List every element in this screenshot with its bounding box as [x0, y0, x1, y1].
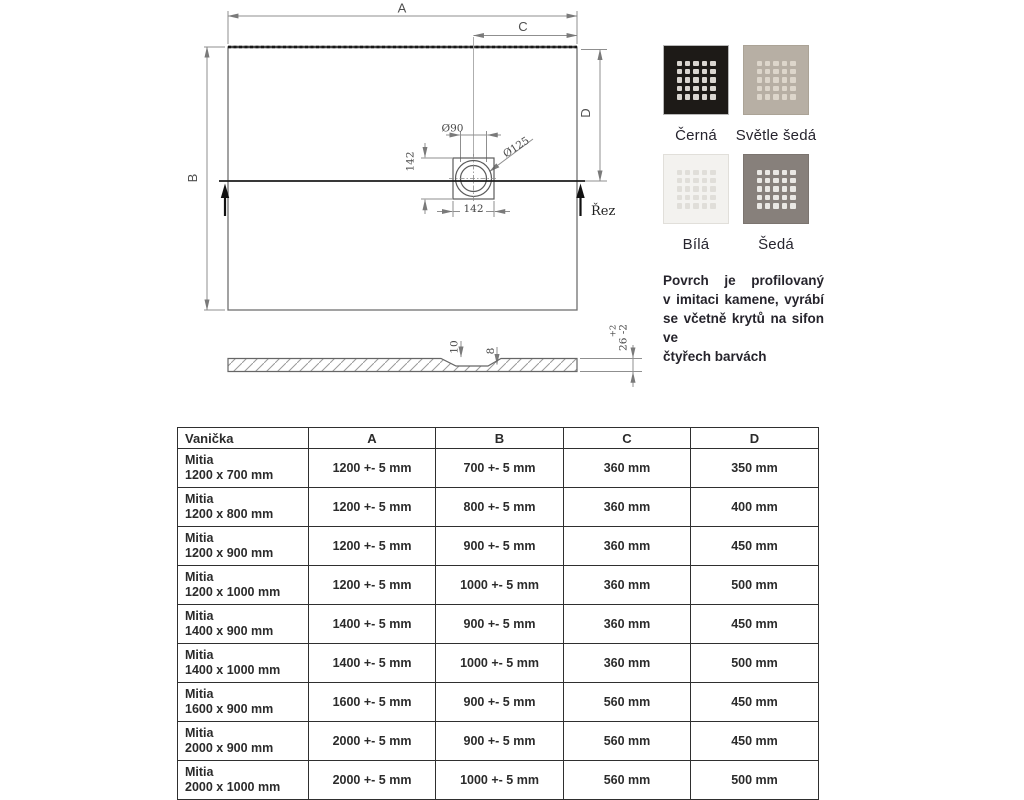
dim-142-vertical: 142 [404, 151, 417, 172]
swatch-label-svetle-seda: Světle šedá [735, 127, 817, 144]
note-line: čtyřech barvách [663, 349, 767, 364]
dim-thickness: 26 -2 [617, 324, 630, 351]
swatch-seda [743, 154, 809, 224]
table-row [178, 566, 819, 605]
dimension-cell: 1200 +- 5 mm [309, 449, 436, 488]
dimension-cell: 360 mm [564, 644, 691, 683]
dimension-cell: 360 mm [564, 605, 691, 644]
table-header-row [178, 428, 819, 449]
table-row [178, 488, 819, 527]
drain-grid-icon [757, 170, 796, 209]
dimension-cell: 560 mm [564, 683, 691, 722]
table-row [178, 605, 819, 644]
dimension-cell: 1000 +- 5 mm [436, 761, 564, 800]
dim-edge-depth: 8 [485, 347, 497, 355]
dim-142-horizontal: 142 [463, 203, 484, 215]
swatch-cerna [663, 45, 729, 115]
swatch-bila [663, 154, 729, 224]
dimension-cell: 1200 +- 5 mm [309, 527, 436, 566]
model-cell: Mitia 1600 x 900 mm [178, 683, 309, 722]
table-row [178, 683, 819, 722]
dimension-cell: 400 mm [691, 488, 819, 527]
finish-bila [662, 154, 730, 254]
dimension-cell: 450 mm [691, 683, 819, 722]
table-row [178, 722, 819, 761]
finish-cerna [662, 45, 730, 145]
swatch-label-seda: Šedá [758, 236, 794, 253]
dim-thickness-tolerance: +2 [608, 324, 619, 338]
dimension-cell: 1200 +- 5 mm [309, 488, 436, 527]
dimension-cell: 360 mm [564, 527, 691, 566]
model-cell: Mitia 1400 x 900 mm [178, 605, 309, 644]
drain-grid-icon [757, 61, 796, 100]
size-table-body [178, 449, 819, 800]
dimension-cell: 1000 +- 5 mm [436, 644, 564, 683]
technical-drawing [0, 0, 660, 410]
model-cell: Mitia 1200 x 700 mm [178, 449, 309, 488]
dimension-cell: 1400 +- 5 mm [309, 605, 436, 644]
dim-recess-depth: 10 [448, 340, 461, 354]
dimension-cell: 2000 +- 5 mm [309, 761, 436, 800]
dim-label-c: C [518, 19, 528, 34]
header-vanicka: Vanička [178, 428, 309, 449]
dimension-cell: 360 mm [564, 488, 691, 527]
dimension-cell: 900 +- 5 mm [436, 722, 564, 761]
tray-section-view [228, 359, 577, 372]
header-b: B [436, 428, 564, 449]
surface-note [663, 271, 824, 366]
dimension-cell: 450 mm [691, 722, 819, 761]
dimension-cell: 1000 +- 5 mm [436, 566, 564, 605]
dim-label-d: D [578, 108, 593, 118]
dimension-cell: 1600 +- 5 mm [309, 683, 436, 722]
dimension-cell: 450 mm [691, 527, 819, 566]
table-row [178, 644, 819, 683]
dimension-cell: 900 +- 5 mm [436, 527, 564, 566]
dimension-cell: 500 mm [691, 644, 819, 683]
finish-seda [742, 154, 810, 254]
dimension-cell: 900 +- 5 mm [436, 683, 564, 722]
dimension-cell: 560 mm [564, 722, 691, 761]
model-cell: Mitia 1200 x 800 mm [178, 488, 309, 527]
model-cell: Mitia 2000 x 1000 mm [178, 761, 309, 800]
table-row [178, 527, 819, 566]
dimension-cell: 360 mm [564, 566, 691, 605]
finish-svetle-seda [735, 45, 817, 145]
note-line: se včetně krytů na sifon ve [663, 311, 824, 345]
dimension-cell: 2000 +- 5 mm [309, 722, 436, 761]
dim-drain-inner: Ø90 [441, 122, 464, 135]
drain-grid-icon [677, 61, 716, 100]
dimension-cell: 450 mm [691, 605, 819, 644]
model-cell: Mitia 1200 x 900 mm [178, 527, 309, 566]
header-c: C [564, 428, 691, 449]
model-cell: Mitia 2000 x 900 mm [178, 722, 309, 761]
header-a: A [309, 428, 436, 449]
dimension-cell: 560 mm [564, 761, 691, 800]
dimension-cell: 800 +- 5 mm [436, 488, 564, 527]
dim-label-b: B [185, 173, 200, 183]
model-cell: Mitia 1200 x 1000 mm [178, 566, 309, 605]
dim-drain-outer: Ø125 [501, 134, 532, 161]
size-table [177, 427, 819, 800]
drain-grid-icon [677, 170, 716, 209]
model-cell: Mitia 1400 x 1000 mm [178, 644, 309, 683]
tray-top-view [228, 47, 577, 310]
dimension-cell: 900 +- 5 mm [436, 605, 564, 644]
table-row [178, 761, 819, 800]
dimension-cell: 500 mm [691, 566, 819, 605]
note-line: Povrch je profilovaný [663, 273, 824, 288]
dimension-cell: 500 mm [691, 761, 819, 800]
swatch-label-cerna: Černá [675, 127, 717, 144]
swatch-svetle-seda [743, 45, 809, 115]
finishes-panel [662, 45, 817, 254]
dimension-cell: 1200 +- 5 mm [309, 566, 436, 605]
table-row [178, 449, 819, 488]
header-d: D [691, 428, 819, 449]
dimension-cell: 360 mm [564, 449, 691, 488]
section-label: Řez [591, 204, 616, 219]
dimension-cell: 350 mm [691, 449, 819, 488]
swatch-label-bila: Bílá [682, 236, 710, 253]
dim-label-a: A [397, 0, 407, 16]
note-line: v imitaci kamene, vyrábí [663, 292, 824, 307]
dimension-cell: 1400 +- 5 mm [309, 644, 436, 683]
dimension-cell: 700 +- 5 mm [436, 449, 564, 488]
